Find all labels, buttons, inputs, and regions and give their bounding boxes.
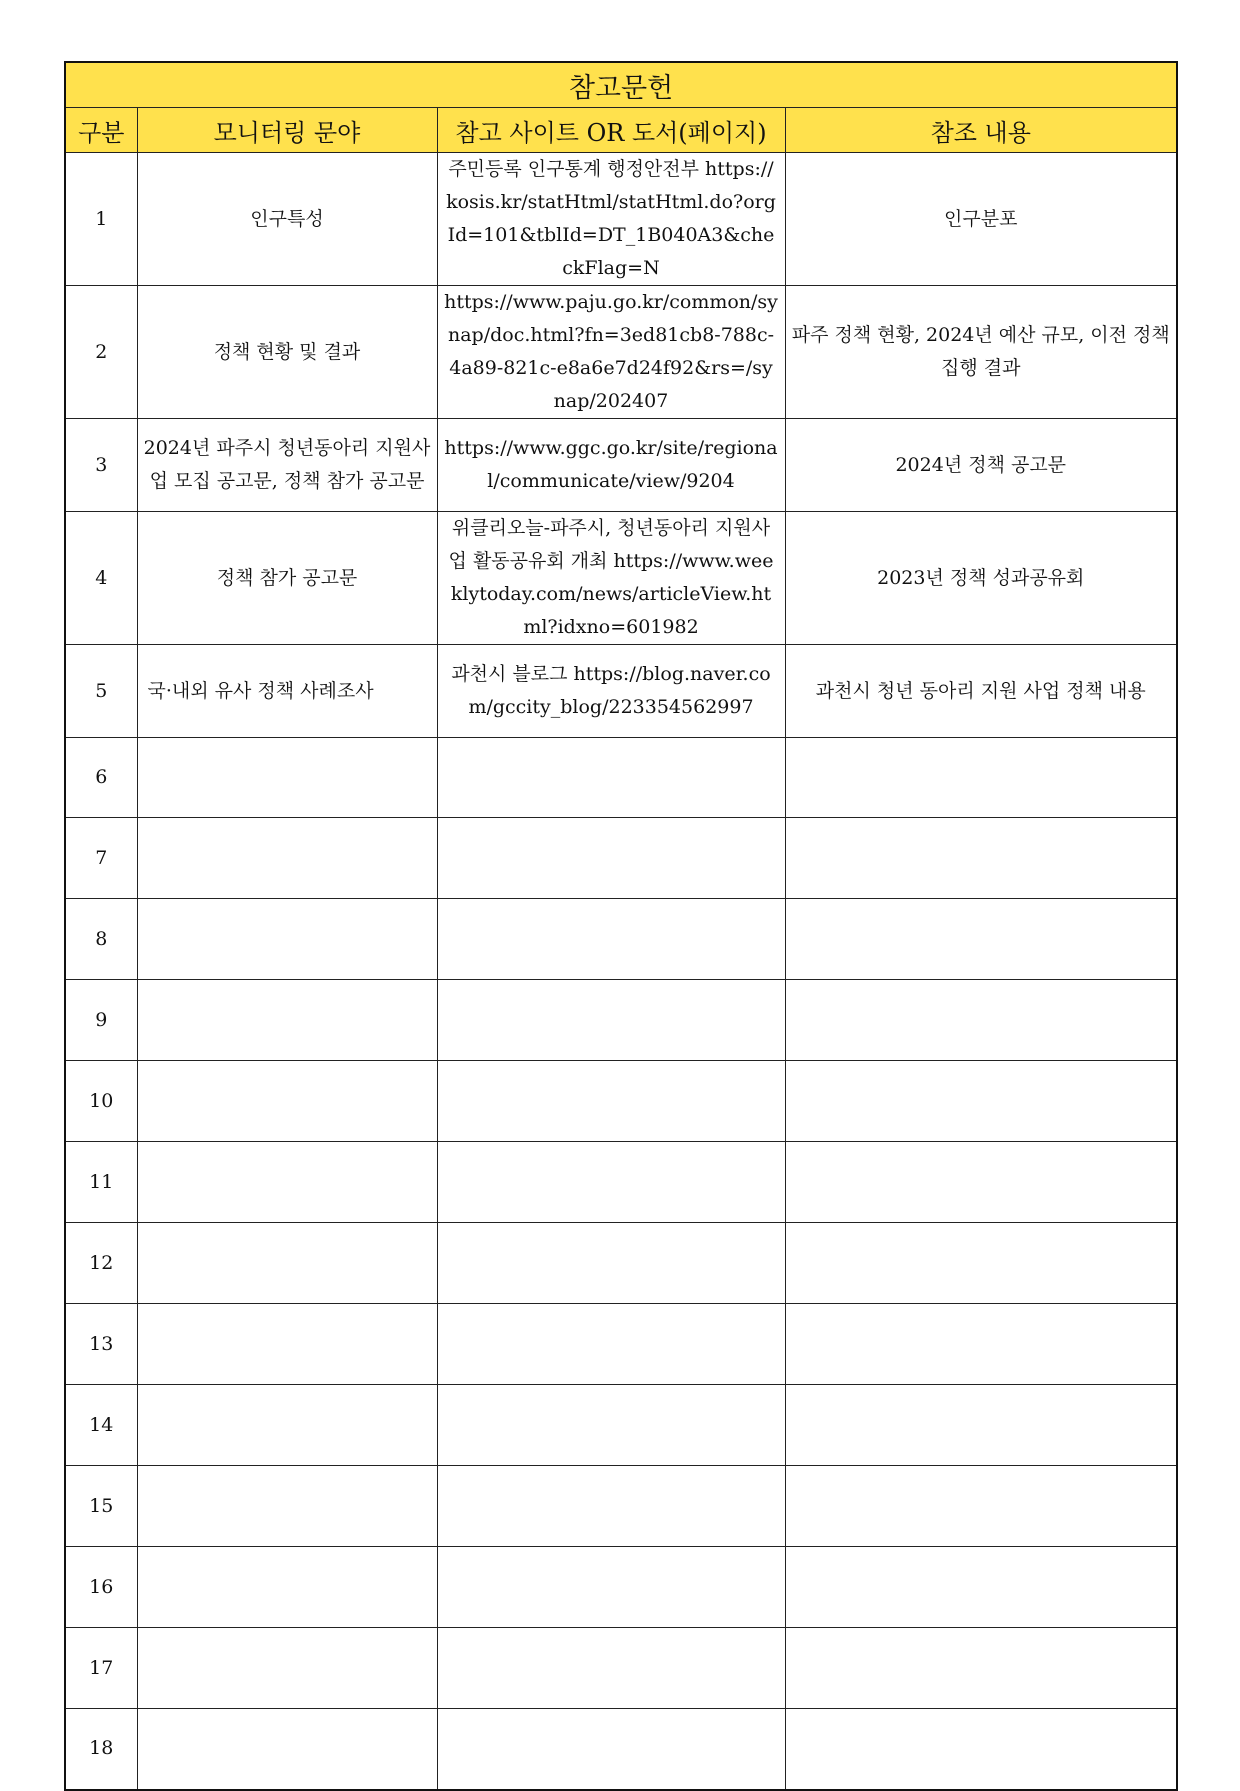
row-area	[137, 818, 437, 899]
row-content	[785, 1466, 1177, 1547]
row-area	[137, 738, 437, 818]
row-source	[437, 1628, 785, 1709]
row-number: 5	[65, 645, 137, 738]
table-row	[65, 738, 1177, 818]
row-number: 8	[65, 899, 137, 980]
row-source	[437, 1547, 785, 1628]
row-content: 2024년 정책 공고문	[785, 419, 1177, 512]
row-source	[437, 1061, 785, 1142]
table-row	[65, 1142, 1177, 1223]
row-number: 7	[65, 818, 137, 899]
header-reference-source: 참고 사이트 OR 도서(페이지)	[437, 108, 785, 153]
row-number: 17	[65, 1628, 137, 1709]
row-source	[437, 1385, 785, 1466]
row-area: 인구특성	[137, 153, 437, 286]
row-area	[137, 1547, 437, 1628]
row-content: 인구분포	[785, 153, 1177, 286]
table-row	[65, 645, 1177, 738]
row-area	[137, 1385, 437, 1466]
row-content	[785, 1061, 1177, 1142]
row-source	[437, 1466, 785, 1547]
row-content	[785, 1547, 1177, 1628]
row-area	[137, 1061, 437, 1142]
row-source	[437, 1223, 785, 1304]
table-row	[65, 818, 1177, 899]
table-row	[65, 512, 1177, 645]
row-content: 2023년 정책 성과공유회	[785, 512, 1177, 645]
row-content	[785, 899, 1177, 980]
row-number: 13	[65, 1304, 137, 1385]
row-content	[785, 1304, 1177, 1385]
table-row	[65, 1385, 1177, 1466]
row-area	[137, 1142, 437, 1223]
table-row	[65, 899, 1177, 980]
row-source: 과천시 블로그 https://blog.naver.com/gccity_blog/223354562997	[437, 645, 785, 738]
row-source	[437, 1304, 785, 1385]
table-row	[65, 1304, 1177, 1385]
row-number: 4	[65, 512, 137, 645]
table-row	[65, 153, 1177, 286]
table-row	[65, 1709, 1177, 1790]
row-number: 15	[65, 1466, 137, 1547]
row-number: 11	[65, 1142, 137, 1223]
header-monitoring-area: 모니터링 문야	[137, 108, 437, 153]
title-row	[65, 62, 1177, 108]
table-row	[65, 1628, 1177, 1709]
row-content: 과천시 청년 동아리 지원 사업 정책 내용	[785, 645, 1177, 738]
row-area	[137, 980, 437, 1061]
row-area	[137, 899, 437, 980]
row-number: 6	[65, 738, 137, 818]
row-content	[785, 1628, 1177, 1709]
table-row	[65, 1223, 1177, 1304]
row-number: 18	[65, 1709, 137, 1790]
row-content	[785, 738, 1177, 818]
table-title: 참고문헌	[65, 62, 1177, 108]
row-area	[137, 1223, 437, 1304]
row-content	[785, 1385, 1177, 1466]
row-area: 정책 참가 공고문	[137, 512, 437, 645]
row-source: 주민등록 인구통계 행정안전부 https://kosis.kr/statHtml/statHtml.do?orgId=101&tblId=DT_1B040A3&checkFlag=N	[437, 153, 785, 286]
row-number: 2	[65, 286, 137, 419]
row-content	[785, 1142, 1177, 1223]
row-area: 정책 현황 및 결과	[137, 286, 437, 419]
row-source: https://www.paju.go.kr/common/synap/doc.html?fn=3ed81cb8-788c-4a89-821c-e8a6e7d24f92&rs=/synap/202407	[437, 286, 785, 419]
row-number: 1	[65, 153, 137, 286]
row-area	[137, 1628, 437, 1709]
row-source	[437, 818, 785, 899]
row-area	[137, 1304, 437, 1385]
table-row	[65, 419, 1177, 512]
row-area	[137, 1466, 437, 1547]
row-content: 파주 정책 현황, 2024년 예산 규모, 이전 정책 집행 결과	[785, 286, 1177, 419]
table-row	[65, 980, 1177, 1061]
row-source	[437, 899, 785, 980]
table-row	[65, 286, 1177, 419]
row-number: 14	[65, 1385, 137, 1466]
row-source	[437, 980, 785, 1061]
header-number: 구분	[65, 108, 137, 153]
header-reference-content: 참조 내용	[785, 108, 1177, 153]
table-row	[65, 1061, 1177, 1142]
table-row	[65, 1547, 1177, 1628]
row-area: 2024년 파주시 청년동아리 지원사업 모집 공고문, 정책 참가 공고문	[137, 419, 437, 512]
header-row	[65, 108, 1177, 153]
row-source: https://www.ggc.go.kr/site/regional/communicate/view/9204	[437, 419, 785, 512]
row-number: 16	[65, 1547, 137, 1628]
row-number: 12	[65, 1223, 137, 1304]
row-area	[137, 1709, 437, 1790]
table-row	[65, 1466, 1177, 1547]
row-number: 9	[65, 980, 137, 1061]
row-content	[785, 818, 1177, 899]
row-content	[785, 1223, 1177, 1304]
row-content	[785, 980, 1177, 1061]
row-area: 국·내외 유사 정책 사례조사	[137, 645, 437, 738]
row-content	[785, 1709, 1177, 1790]
row-source	[437, 1142, 785, 1223]
reference-table	[64, 61, 1178, 1791]
row-number: 10	[65, 1061, 137, 1142]
row-source: 위클리오늘-파주시, 청년동아리 지원사업 활동공유회 개최 https://www.weeklytoday.com/news/articleView.html?idxno=601982	[437, 512, 785, 645]
row-source	[437, 1709, 785, 1790]
row-number: 3	[65, 419, 137, 512]
row-source	[437, 738, 785, 818]
